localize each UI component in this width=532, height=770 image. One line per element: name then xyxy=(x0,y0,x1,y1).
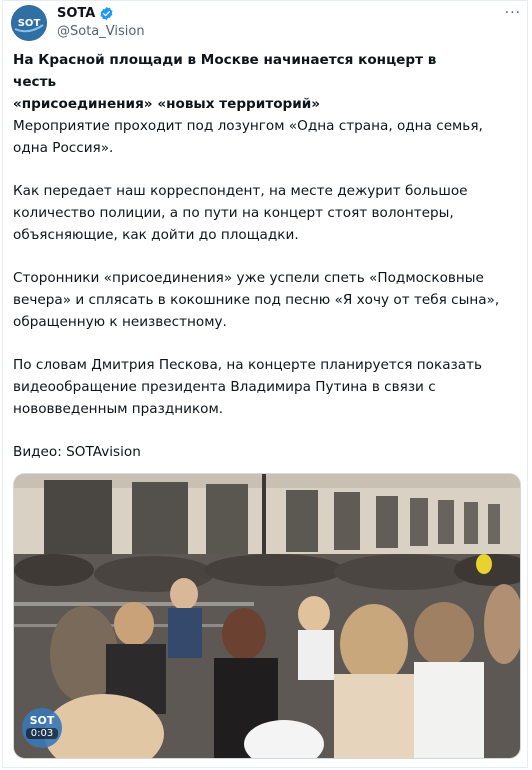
sota-logo-icon xyxy=(11,5,47,41)
author-avatar[interactable] xyxy=(11,5,47,41)
tweet-title-line: На Красной площади в Москве начинается концерт в честь xyxy=(13,52,437,90)
video-badge-label: SOT xyxy=(29,714,55,727)
tweet-paragraph: По словам Дмитрия Пескова, на концерте планируется показать видеообращение президента Владимира Путина в связи с нововведенным праздником. xyxy=(13,357,483,417)
video-duration: 0:03 xyxy=(26,728,58,739)
video-badge xyxy=(22,708,62,748)
video-player[interactable] xyxy=(13,473,521,759)
tweet-paragraph: Сторонники «присоединения» уже успели спеть «Подмосковные вечера» и сплясать в кокошнике под песню «Я хочу от тебя сына», обращенную к неизвестному. xyxy=(13,270,500,330)
verified-badge-icon xyxy=(99,6,114,21)
tweet-paragraph: Как передает наш корреспондент, на месте дежурит большое количество полиции, а по пути на концерт стоят волонтеры, объясняющие, как дойти до площадки. xyxy=(13,183,468,243)
tweet-title xyxy=(13,49,483,115)
tweet-card xyxy=(2,0,528,768)
more-icon[interactable]: ··· xyxy=(504,5,521,21)
video-credit: Видео: SOTAvision xyxy=(13,444,141,460)
video-frame-image xyxy=(14,474,521,759)
author-name[interactable]: SOTA xyxy=(57,6,96,21)
author-handle[interactable]: @Sota_Vision xyxy=(57,24,145,39)
author-name-row xyxy=(57,6,114,21)
tweet-paragraph: Мероприятие проходит под лозунгом «Одна страна, одна семья, одна Россия». xyxy=(13,118,483,156)
tweet-header xyxy=(11,5,523,43)
svg-text:SOT: SOT xyxy=(17,18,41,29)
tweet-title-line: «присоединения» «новых территорий» xyxy=(13,96,321,112)
